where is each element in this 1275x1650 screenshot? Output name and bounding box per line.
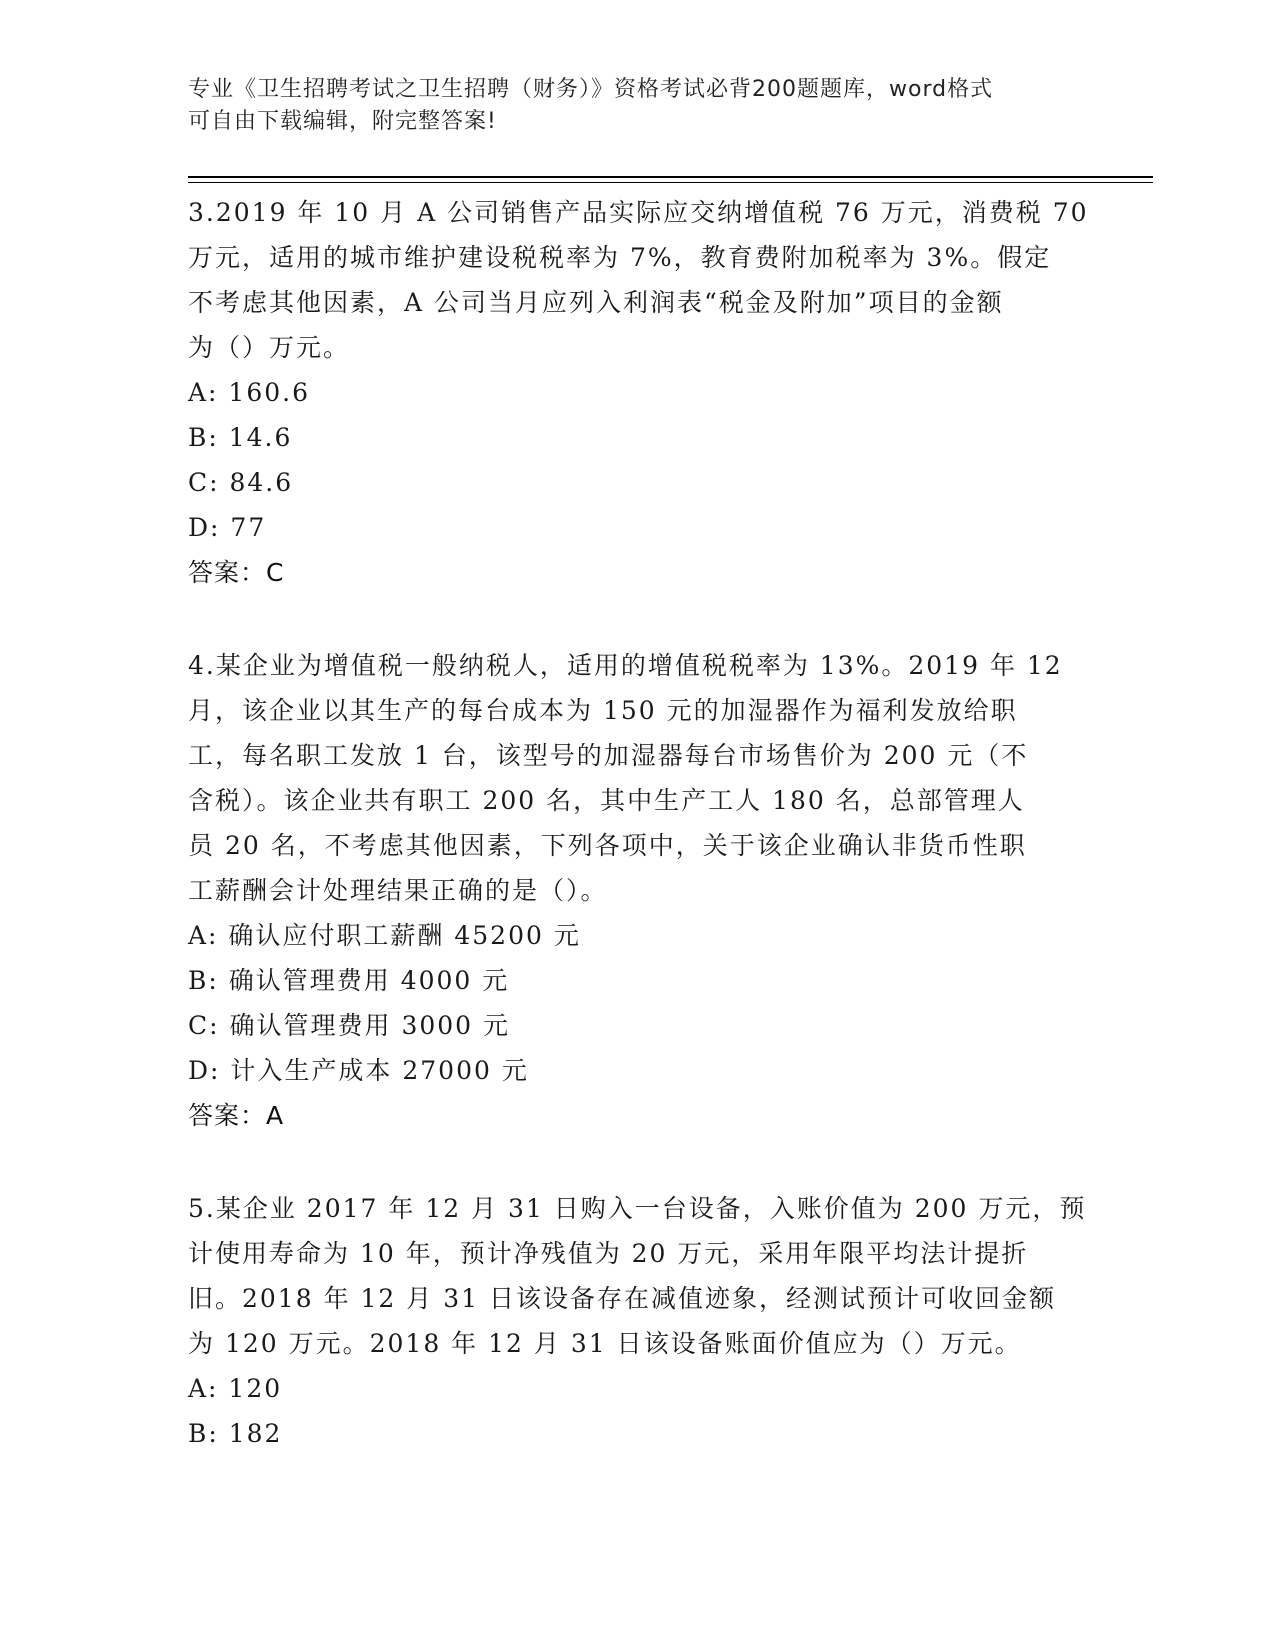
header-line-2: 可自由下载编辑，附完整答案! xyxy=(188,109,497,134)
question-stem-line: 为 120 万元。2018 年 12 月 31 日该设备账面价值应为（）万元。 xyxy=(188,1329,1022,1358)
option-a: A: 160.6 xyxy=(188,378,310,407)
header-rule-thick xyxy=(188,176,1153,178)
option-b: B: 14.6 xyxy=(188,423,293,452)
header-rule-thin xyxy=(188,182,1153,183)
option-d: D: 计入生产成本 27000 元 xyxy=(188,1056,529,1085)
question-5 xyxy=(188,1186,1088,1456)
option-c: C: 确认管理费用 3000 元 xyxy=(188,1011,511,1040)
option-a: A: 120 xyxy=(188,1374,283,1403)
question-stem-line: 5.某企业 2017 年 12 月 31 日购入一台设备，入账价值为 200 万元，预 xyxy=(188,1194,1087,1223)
answer-line: 答案：C xyxy=(188,558,285,587)
question-stem-line: 万元，适用的城市维护建设税税率为 7%，教育费附加税率为 3%。假定 xyxy=(188,243,1052,272)
question-stem-line: 工，每名职工发放 1 台，该型号的加湿器每台市场售价为 200 元（不 xyxy=(188,741,1029,770)
option-b: B: 182 xyxy=(188,1419,283,1448)
option-c: C: 84.6 xyxy=(188,468,294,497)
question-stem-line: 工薪酬会计处理结果正确的是（）。 xyxy=(188,876,608,905)
question-stem-line: 为（）万元。 xyxy=(188,333,351,362)
question-list xyxy=(188,190,1088,1504)
option-d: D: 77 xyxy=(188,513,267,542)
question-stem-line: 4.某企业为增值税一般纳税人，适用的增值税税率为 13%。2019 年 12 xyxy=(188,651,1063,680)
option-b: B: 确认管理费用 4000 元 xyxy=(188,966,510,995)
question-4 xyxy=(188,643,1088,1138)
option-a: A: 确认应付职工薪酬 45200 元 xyxy=(188,921,581,950)
question-stem-line: 3.2019 年 10 月 A 公司销售产品实际应交纳增值税 76 万元，消费税 70 xyxy=(188,198,1089,227)
question-3 xyxy=(188,190,1088,595)
header-line-1: 专业《卫生招聘考试之卫生招聘（财务）》资格考试必背200题题库，word格式 xyxy=(188,77,994,102)
document-header xyxy=(188,74,1088,138)
question-stem-line: 含税）。该企业共有职工 200 名，其中生产工人 180 名，总部管理人 xyxy=(188,786,1025,815)
question-stem-line: 计使用寿命为 10 年，预计净残值为 20 万元，采用年限平均法计提折 xyxy=(188,1239,1029,1268)
question-stem-line: 员 20 名，不考虑其他因素，下列各项中，关于该企业确认非货币性职 xyxy=(188,831,1027,860)
answer-line: 答案：A xyxy=(188,1101,285,1130)
question-stem-line: 月，该企业以其生产的每台成本为 150 元的加湿器作为福利发放给职 xyxy=(188,696,1018,725)
question-stem-line: 旧。2018 年 12 月 31 日该设备存在减值迹象，经测试预计可收回金额 xyxy=(188,1284,1056,1313)
question-stem-line: 不考虑其他因素，A 公司当月应列入利润表“税金及附加”项目的金额 xyxy=(188,288,1004,317)
